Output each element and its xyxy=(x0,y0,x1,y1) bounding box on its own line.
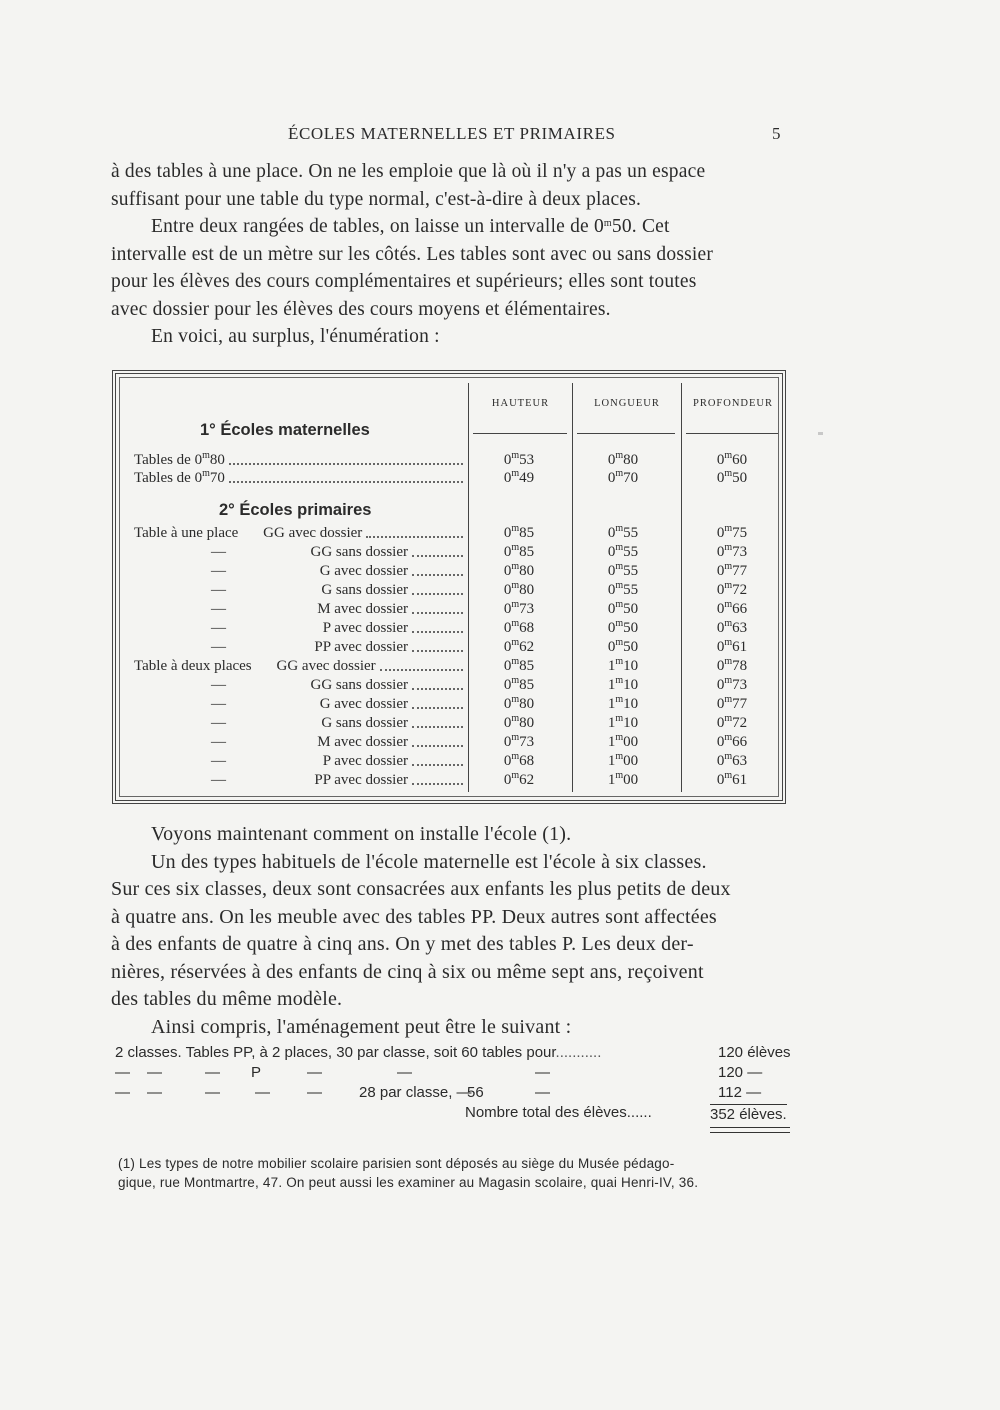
table-row xyxy=(134,639,774,657)
hauteur-cell: 0$^m$62 xyxy=(503,637,535,655)
row-label-text: Tables de 0$^m$80 xyxy=(134,450,225,468)
row-label xyxy=(134,696,408,713)
profondeur-cell: 0$^m$77 xyxy=(716,561,748,579)
running-header xyxy=(0,124,1000,148)
row-label xyxy=(134,715,408,732)
text-line xyxy=(111,158,786,186)
hauteur-cell: 0$^m$80 xyxy=(503,561,535,579)
table-row xyxy=(134,582,774,600)
text-line xyxy=(111,241,786,269)
column-header-hauteur: HAUTEUR xyxy=(491,398,550,409)
profondeur-cell: 0$^m$73 xyxy=(716,675,748,693)
row-prefix: Table à deux places xyxy=(134,658,252,674)
ditto-mark: — xyxy=(147,1084,162,1101)
longueur-cell: 0$^m$55 xyxy=(607,542,639,560)
longueur-cell: 0$^m$70 xyxy=(607,468,639,486)
total-double-rule xyxy=(710,1127,790,1133)
footnote-line-content: gique, rue Montmartre, 47. On peut aussi les examiner au Magasin scolaire, quai Henri-IV, 36. xyxy=(118,1175,699,1190)
hauteur-cell: 0$^m$53 xyxy=(503,450,535,468)
text-line xyxy=(111,323,786,351)
profondeur-cell: 0$^m$61 xyxy=(716,637,748,655)
running-title: ÉCOLES MATERNELLES ET PRIMAIRES xyxy=(288,124,616,143)
dot-leader xyxy=(412,745,463,747)
hauteur-cell: 0$^m$80 xyxy=(503,580,535,598)
table-row xyxy=(134,601,774,619)
text-line xyxy=(111,931,786,959)
profondeur-cell: 0$^m$63 xyxy=(716,618,748,636)
row-label xyxy=(134,620,408,637)
longueur-cell: 1$^m$10 xyxy=(607,694,639,712)
dot-leader xyxy=(412,783,463,785)
profondeur-cell: 0$^m$60 xyxy=(716,450,748,468)
text-line-content: des tables du même modèle. xyxy=(111,988,343,1010)
hauteur-cell: 0$^m$85 xyxy=(503,656,535,674)
hauteur-cell: 0$^m$73 xyxy=(503,732,535,750)
hauteur-cell: 0$^m$85 xyxy=(503,542,535,560)
row-label xyxy=(134,563,408,580)
dot-leader xyxy=(412,707,463,709)
row-label xyxy=(134,734,408,751)
ditto-mark: — xyxy=(397,1064,412,1081)
longueur-cell: 1$^m$00 xyxy=(607,732,639,750)
table-row xyxy=(134,470,774,488)
dot-leader xyxy=(412,555,463,557)
hauteur-cell: 0$^m$80 xyxy=(503,713,535,731)
summary-row-value: 120 élèves xyxy=(718,1044,791,1061)
hauteur-cell: 0$^m$73 xyxy=(503,599,535,617)
summary-block xyxy=(115,1044,790,1134)
text-line-content: suffisant pour une table du type normal, c'est-à-dire à deux places. xyxy=(111,188,642,210)
summary-count: 56 xyxy=(467,1084,484,1101)
table-row xyxy=(134,696,774,714)
ditto-mark: — xyxy=(205,1064,220,1081)
column-header-profondeur: PROFONDEUR xyxy=(692,398,773,409)
dot-leader xyxy=(412,726,463,728)
intro-paragraph xyxy=(111,158,786,351)
summary-total-value: 352 élèves. xyxy=(710,1106,787,1123)
hauteur-cell: 0$^m$85 xyxy=(503,523,535,541)
text-line-content: Voyons maintenant comment on installe l'école (1). xyxy=(151,823,572,845)
ditto-mark: — xyxy=(115,1064,130,1081)
hauteur-cell: 0$^m$68 xyxy=(503,751,535,769)
text-line-content: avec dossier pour les élèves des cours moyens et élémentaires. xyxy=(111,298,611,320)
text-line xyxy=(111,1014,786,1042)
row-prefix: — xyxy=(211,544,226,560)
profondeur-cell: 0$^m$50 xyxy=(716,468,748,486)
summary-row-text: 2 classes. Tables PP, à 2 places, 30 par classe, soit 60 tables pour xyxy=(115,1044,556,1061)
longueur-cell: 1$^m$00 xyxy=(607,770,639,788)
profondeur-cell: 0$^m$66 xyxy=(716,599,748,617)
text-line-content: nières, réservées à des enfants de cinq à six ou même sept ans, reçoivent xyxy=(111,960,704,983)
profondeur-cell: 0$^m$73 xyxy=(716,542,748,560)
ditto-mark: — xyxy=(307,1064,322,1081)
text-line-content: intervalle est de un mètre sur les côtés. Les tables sont avec ou sans dossier xyxy=(111,243,714,265)
header-rule xyxy=(577,433,675,434)
footnote-line-content: (1) Les types de notre mobilier scolaire parisien sont déposés au siège du Musée pédago- xyxy=(118,1156,675,1171)
row-label xyxy=(134,753,408,770)
dimensions-table xyxy=(112,370,786,804)
row-type: GG avec dossier xyxy=(263,525,363,541)
table-row xyxy=(134,734,774,752)
text-line xyxy=(111,986,786,1014)
text-line-content: Entre deux rangées de tables, on laisse un intervalle de 0$^m$50. Cet xyxy=(151,216,670,237)
text-line-content: Ainsi compris, l'aménagement peut être le suivant : xyxy=(151,1015,572,1038)
text-line xyxy=(111,213,786,241)
row-prefix: — xyxy=(211,639,226,655)
row-type: GG sans dossier xyxy=(310,544,408,560)
longueur-cell: 0$^m$80 xyxy=(607,450,639,468)
dot-leader xyxy=(412,593,463,595)
section-title-primaires: 2° Écoles primaires xyxy=(219,501,372,519)
text-line-content: Un des types habituels de l'école maternelle est l'école à six classes. xyxy=(151,850,707,873)
text-line-content: à des enfants de quatre à cinq ans. On y met des tables P. Les deux der- xyxy=(111,933,694,955)
text-line xyxy=(111,268,786,296)
ditto-mark: — xyxy=(307,1084,322,1101)
profondeur-cell: 0$^m$78 xyxy=(716,656,748,674)
row-prefix: — xyxy=(211,696,226,712)
text-line xyxy=(111,904,786,932)
section-title-maternelles: 1° Écoles maternelles xyxy=(200,421,370,439)
table-row xyxy=(134,753,774,771)
row-label xyxy=(134,452,225,469)
text-line-content: à des tables à une place. On ne les emploie que là où il n'y a pas un espace xyxy=(111,161,706,182)
table-row xyxy=(134,658,774,676)
summary-dots: ........... xyxy=(555,1044,602,1061)
dot-leader xyxy=(412,688,463,690)
row-prefix: — xyxy=(211,677,226,693)
ditto-mark: — xyxy=(535,1084,550,1101)
profondeur-cell: 0$^m$72 xyxy=(716,580,748,598)
row-label xyxy=(134,658,376,675)
row-prefix: — xyxy=(211,772,226,788)
row-prefix: Table à une place xyxy=(134,525,239,541)
summary-row xyxy=(115,1044,790,1064)
text-line-content: En voici, au surplus, l'énumération : xyxy=(151,326,440,347)
row-type: P avec dossier xyxy=(322,620,408,636)
body-paragraph xyxy=(111,821,786,1041)
ditto-mark: — xyxy=(115,1084,130,1101)
table-row xyxy=(134,563,774,581)
ditto-mark: — xyxy=(147,1064,162,1081)
row-prefix: — xyxy=(211,582,226,598)
profondeur-cell: 0$^m$63 xyxy=(716,751,748,769)
summary-row xyxy=(115,1084,790,1104)
profondeur-cell: 0$^m$77 xyxy=(716,694,748,712)
hauteur-cell: 0$^m$49 xyxy=(503,468,535,486)
text-line-content: à quatre ans. On les meuble avec des tables PP. Deux autres sont affectées xyxy=(111,905,717,928)
row-label xyxy=(134,544,408,561)
longueur-cell: 1$^m$00 xyxy=(607,751,639,769)
row-prefix: — xyxy=(211,715,226,731)
text-line-content: Sur ces six classes, deux sont consacrées aux enfants les plus petits de deux xyxy=(111,878,731,900)
hauteur-cell: 0$^m$85 xyxy=(503,675,535,693)
profondeur-cell: 0$^m$66 xyxy=(716,732,748,750)
hauteur-cell: 0$^m$68 xyxy=(503,618,535,636)
hauteur-cell: 0$^m$80 xyxy=(503,694,535,712)
row-type: G avec dossier xyxy=(319,696,408,712)
row-prefix: — xyxy=(211,753,226,769)
row-label xyxy=(134,677,408,694)
row-label xyxy=(134,582,408,599)
dot-leader xyxy=(366,536,463,538)
header-rule xyxy=(686,433,778,434)
text-line xyxy=(111,849,786,877)
longueur-cell: 0$^m$50 xyxy=(607,618,639,636)
longueur-cell: 0$^m$55 xyxy=(607,523,639,541)
row-type: M avec dossier xyxy=(317,601,408,617)
ditto-mark: — xyxy=(255,1084,270,1101)
summary-total-label: Nombre total des élèves...... xyxy=(465,1104,652,1121)
dot-leader xyxy=(380,669,463,671)
row-prefix: — xyxy=(211,563,226,579)
dot-leader xyxy=(412,764,463,766)
profondeur-cell: 0$^m$61 xyxy=(716,770,748,788)
summary-total-row xyxy=(115,1104,790,1124)
row-label xyxy=(134,639,408,656)
text-line xyxy=(111,296,786,324)
row-prefix: — xyxy=(211,601,226,617)
row-type: PP avec dossier xyxy=(314,772,408,788)
row-type: G sans dossier xyxy=(321,582,408,598)
longueur-cell: 1$^m$10 xyxy=(607,713,639,731)
table-row xyxy=(134,620,774,638)
summary-row-value: 120 — xyxy=(718,1064,763,1081)
text-line xyxy=(111,959,786,987)
row-label xyxy=(134,601,408,618)
footnote-line xyxy=(118,1173,790,1192)
dot-leader xyxy=(412,631,463,633)
table-row xyxy=(134,772,774,790)
page-number: 5 xyxy=(772,124,781,143)
longueur-cell: 1$^m$10 xyxy=(607,656,639,674)
longueur-cell: 0$^m$50 xyxy=(607,637,639,655)
footnote-line xyxy=(118,1154,790,1173)
footnote xyxy=(118,1154,790,1192)
longueur-cell: 0$^m$50 xyxy=(607,599,639,617)
profondeur-cell: 0$^m$75 xyxy=(716,523,748,541)
summary-type: P xyxy=(251,1064,262,1081)
table-row xyxy=(134,715,774,733)
text-line xyxy=(111,876,786,904)
longueur-cell: 0$^m$55 xyxy=(607,561,639,579)
summary-row-value: 112 — xyxy=(718,1084,762,1101)
row-type: PP avec dossier xyxy=(314,639,408,655)
ditto-mark: — xyxy=(535,1064,550,1081)
row-prefix: — xyxy=(211,620,226,636)
page-speck xyxy=(818,432,823,435)
row-prefix: — xyxy=(211,734,226,750)
table-row xyxy=(134,525,774,543)
longueur-cell: 1$^m$10 xyxy=(607,675,639,693)
header-rule xyxy=(473,433,567,434)
summary-row xyxy=(115,1064,790,1084)
table-row xyxy=(134,452,774,470)
row-type: M avec dossier xyxy=(317,734,408,750)
dot-leader xyxy=(229,463,463,465)
row-type: GG avec dossier xyxy=(276,658,376,674)
row-type: G sans dossier xyxy=(321,715,408,731)
dot-leader xyxy=(412,574,463,576)
dot-leader xyxy=(412,612,463,614)
dot-leader xyxy=(229,481,463,483)
ditto-mark: — xyxy=(205,1084,220,1101)
text-line xyxy=(111,821,786,849)
row-label xyxy=(134,470,225,487)
hauteur-cell: 0$^m$62 xyxy=(503,770,535,788)
dot-leader xyxy=(412,650,463,652)
row-type: P avec dossier xyxy=(322,753,408,769)
row-label xyxy=(134,772,408,789)
text-line-content: pour les élèves des cours complémentaires et supérieurs; elles sont toutes xyxy=(111,271,697,292)
table-row xyxy=(134,677,774,695)
row-type: GG sans dossier xyxy=(310,677,408,693)
row-label-text: Tables de 0$^m$70 xyxy=(134,468,225,486)
row-label xyxy=(134,525,362,542)
longueur-cell: 0$^m$55 xyxy=(607,580,639,598)
column-header-longueur: LONGUEUR xyxy=(594,398,660,409)
row-type: G avec dossier xyxy=(319,563,408,579)
text-line xyxy=(111,186,786,214)
profondeur-cell: 0$^m$72 xyxy=(716,713,748,731)
table-row xyxy=(134,544,774,562)
summary-per-class: 28 par classe, — xyxy=(359,1084,472,1101)
